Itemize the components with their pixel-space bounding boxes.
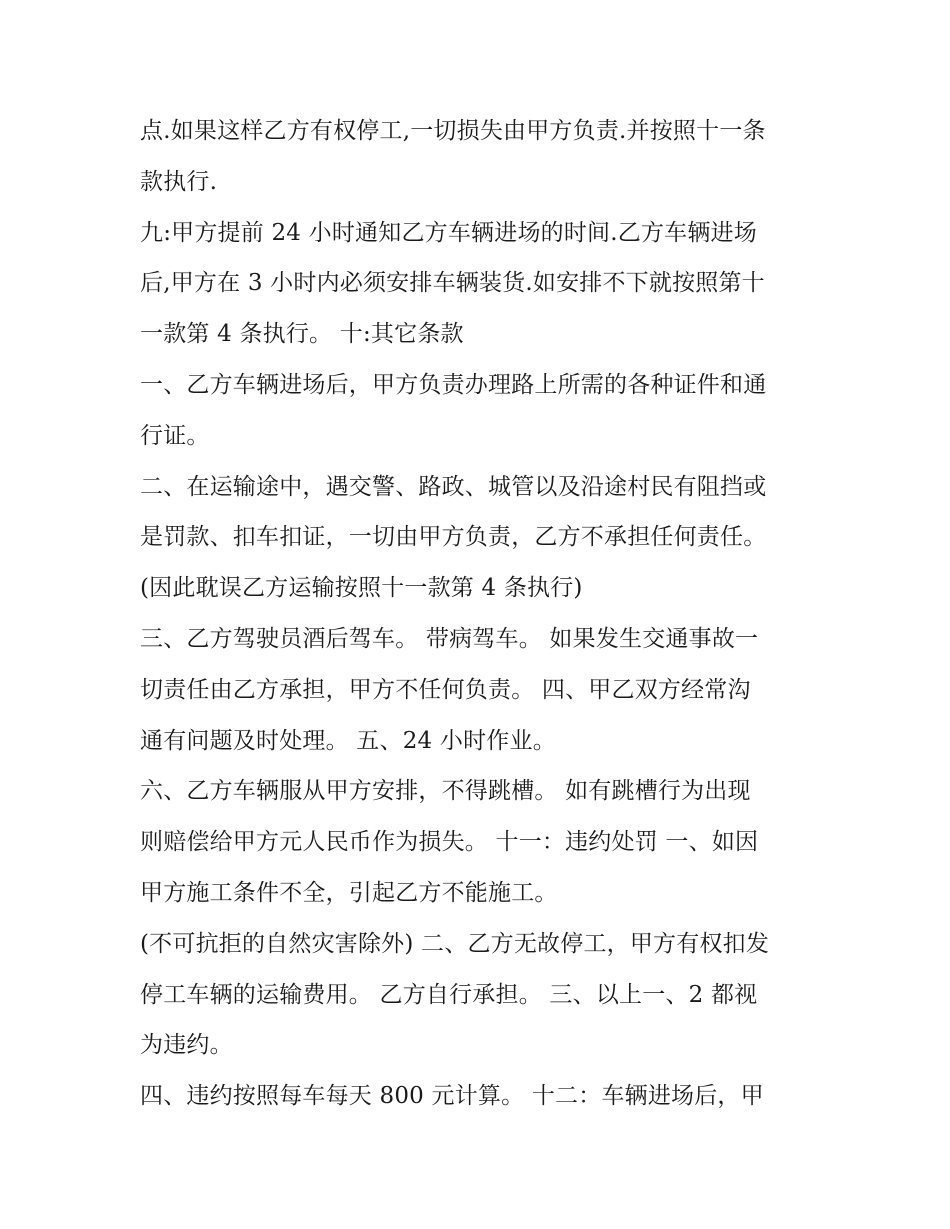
text-line: 停工车辆的运输费用。 乙方自行承担。 三、以上一、2 都视 <box>140 981 758 1008</box>
text-line: 三、乙方驾驶员酒后驾车。 带病驾车。 如果发生交通事故一 <box>140 625 759 652</box>
text-line: 为违约。 <box>140 1032 233 1059</box>
contract-text-body <box>140 106 830 1122</box>
text-line: 二、在运输途中，遇交警、路政、城管以及沿途村民有阻挡或 <box>140 473 767 500</box>
text-line: 一、乙方车辆进场后，甲方负责办理路上所需的各种证件和通 <box>140 371 767 398</box>
text-line: 四、违约按照每车每天 800 元计算。 十二：车辆进场后，甲 <box>140 1083 764 1110</box>
text-line: 行证。 <box>140 422 210 449</box>
text-line: 九:甲方提前 24 小时通知乙方车辆进场的时间.乙方车辆进场 <box>140 219 757 246</box>
text-line: 切责任由乙方承担，甲方不任何负责。 四、甲乙双方经常沟 <box>140 676 751 703</box>
text-line: 一款第 4 条执行。 十:其它条款 <box>140 321 464 348</box>
text-line: 后,甲方在 3 小时内必须安排车辆装货.如安排不下就按照第十 <box>140 270 765 297</box>
text-line: (因此耽误乙方运输按照十一款第 4 条执行) <box>140 575 583 602</box>
text-line: 款执行. <box>140 168 218 195</box>
text-line: 通有问题及时处理。 五、24 小时作业。 <box>140 727 556 754</box>
text-line: 六、乙方车辆服从甲方安排，不得跳槽。 如有跳槽行为出现 <box>140 778 751 805</box>
text-line: (不可抗拒的自然灾害除外) 二、乙方无故停工，甲方有权扣发 <box>140 930 770 957</box>
text-line: 是罚款、扣车扣证，一切由甲方负责，乙方不承担任何责任。 <box>140 524 767 551</box>
text-line: 甲方施工条件不全，引起乙方不能施工。 <box>140 879 558 906</box>
text-line: 则赔偿给甲方元人民币作为损失。 十一：违约处罚 一、如因 <box>140 829 759 856</box>
text-line: 点.如果这样乙方有权停工,一切损失由甲方负责.并按照十一条 <box>140 118 766 144</box>
